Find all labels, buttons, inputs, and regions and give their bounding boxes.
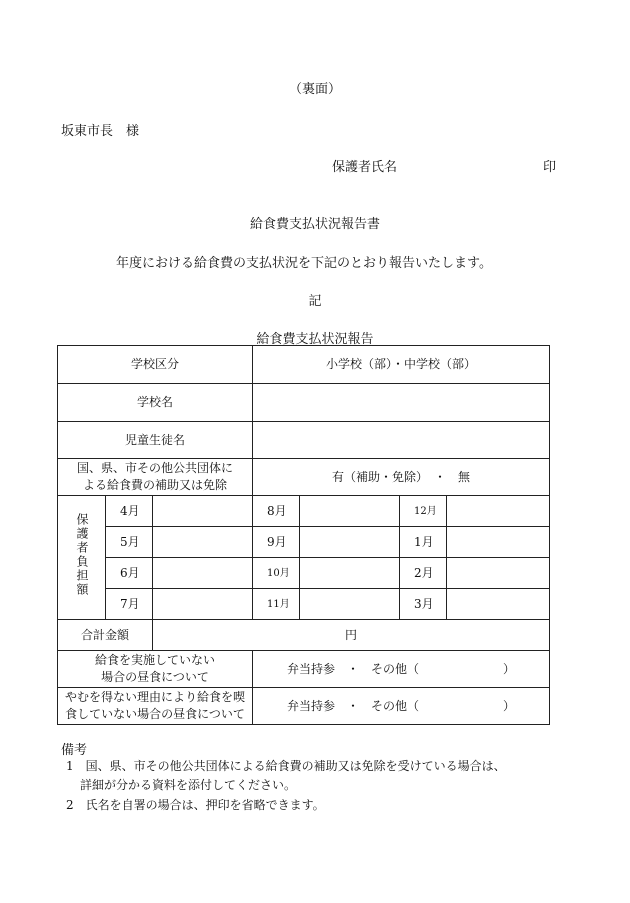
page-side-label: （裏面） [288, 82, 341, 97]
ki-heading: 記 [308, 294, 322, 309]
amount-cell[interactable] [300, 558, 400, 589]
student-name-field[interactable] [253, 422, 550, 459]
table-caption: 給食費支払状況報告 [256, 332, 374, 347]
school-category-label: 学校区分 [58, 346, 253, 384]
subsidy-label-line2: よる給食費の補助又は免除 [83, 478, 228, 492]
table-row [58, 422, 550, 459]
subsidy-label-line1: 国、県、市その他公共団体に [77, 461, 234, 475]
lunch-not-eaten-label-line2: 食していない場合の昼食について [65, 707, 245, 721]
table-row [58, 527, 550, 558]
table-row [58, 558, 550, 589]
amount-cell[interactable] [300, 527, 400, 558]
note-2: 2 氏名を自署の場合は、押印を省略できます。 [66, 798, 325, 812]
month-label: 1月 [400, 527, 447, 558]
amount-cell[interactable] [300, 496, 400, 527]
total-label: 合計金額 [58, 620, 153, 651]
month-label: 4月 [106, 496, 153, 527]
note-1-continued: 詳細が分かる資料を添付してください。 [80, 778, 297, 792]
lunch-not-served-label [58, 651, 253, 688]
table-row [58, 346, 550, 384]
amount-cell[interactable] [447, 527, 550, 558]
month-label: 7月 [106, 589, 153, 620]
lunch-not-eaten-value: 弁当持参 ・ その他（ ） [253, 688, 550, 725]
amount-cell[interactable] [447, 589, 550, 620]
subsidy-label [58, 459, 253, 496]
month-label: 3月 [400, 589, 447, 620]
month-label: 8月 [253, 496, 300, 527]
subsidy-value: 有（補助・免除） ・ 無 [253, 459, 550, 496]
table-row [58, 688, 550, 725]
document-title: 給食費支払状況報告書 [249, 217, 380, 232]
school-name-field[interactable] [253, 384, 550, 422]
amount-cell[interactable] [153, 589, 253, 620]
amount-cell[interactable] [447, 496, 550, 527]
school-category-value: 小学校（部）・中学校（部） [253, 346, 550, 384]
amount-cell[interactable] [153, 558, 253, 589]
total-amount-field[interactable] [153, 620, 550, 651]
lunch-not-eaten-label-line1: やむを得ない理由により給食を喫 [65, 690, 246, 704]
note-1: 1 国、県、市その他公共団体による給食費の補助又は免除を受けている場合は、 [66, 759, 506, 773]
amount-cell[interactable] [153, 527, 253, 558]
school-name-label: 学校名 [58, 384, 253, 422]
month-label: 11月 [253, 589, 300, 620]
table-row [58, 496, 550, 527]
month-label: 12月 [400, 496, 447, 527]
month-label: 10月 [253, 558, 300, 589]
amount-cell[interactable] [153, 496, 253, 527]
lunch-not-served-value: 弁当持参 ・ その他（ ） [253, 651, 550, 688]
lunch-not-eaten-label [58, 688, 253, 725]
guardian-burden-label-text: 保護者負担額 [75, 513, 89, 597]
table-row [58, 384, 550, 422]
table-row [58, 651, 550, 688]
lunch-not-served-label-line2: 場合の昼食について [101, 670, 209, 684]
month-label: 9月 [253, 527, 300, 558]
guardian-burden-label [58, 496, 106, 620]
lunch-not-served-label-line1: 給食を実施していない [95, 653, 216, 667]
month-label: 5月 [106, 527, 153, 558]
month-label: 2月 [400, 558, 447, 589]
table-row [58, 589, 550, 620]
amount-cell[interactable] [300, 589, 400, 620]
amount-cell[interactable] [447, 558, 550, 589]
intro-text: 年度における給食費の支払状況を下記のとおり報告いたします。 [116, 256, 492, 271]
table-row [58, 459, 550, 496]
guardian-name-label: 保護者氏名 [332, 160, 398, 175]
recipient: 坂東市長 様 [61, 124, 140, 139]
table-row [58, 620, 550, 651]
total-unit: 円 [345, 627, 358, 642]
student-name-label: 児童生徒名 [58, 422, 253, 459]
payment-status-table [57, 345, 550, 725]
month-label: 6月 [106, 558, 153, 589]
seal-mark: 印 [543, 160, 557, 175]
notes-title: 備考 [61, 743, 88, 758]
